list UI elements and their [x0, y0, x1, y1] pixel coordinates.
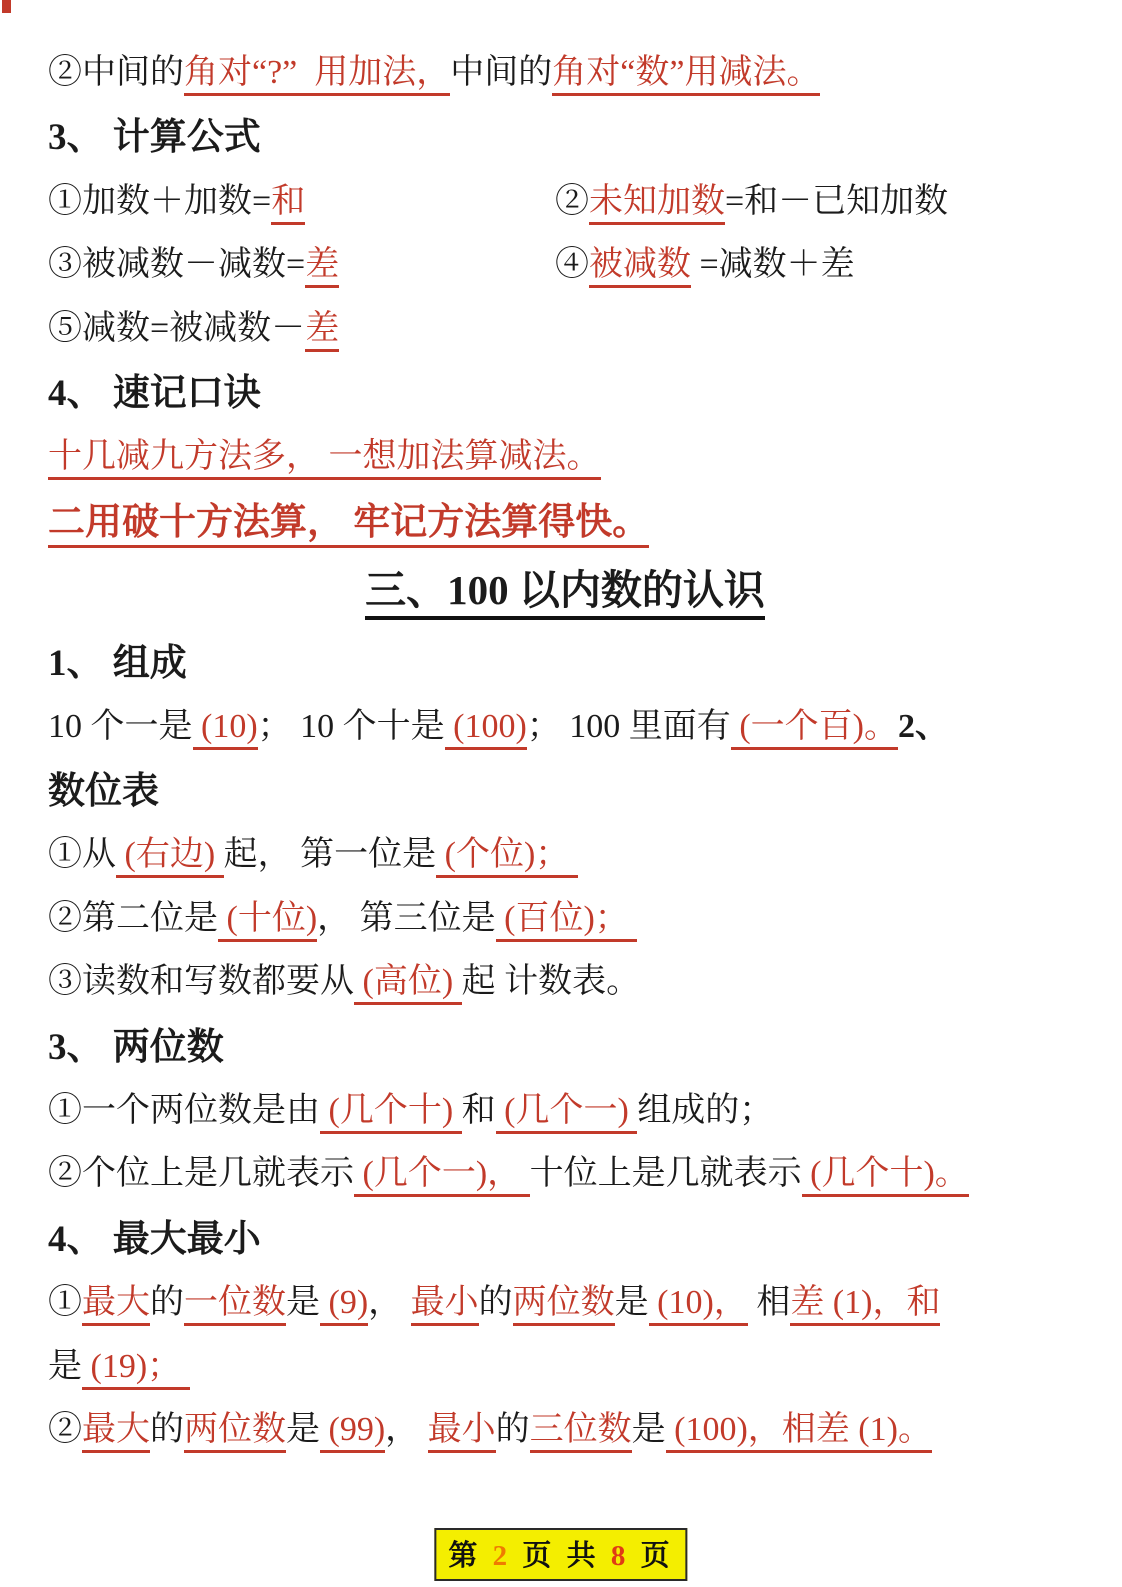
text-segment: (几个十)。: [802, 1155, 969, 1197]
text-segment: 十几减九方法多， 一想加法算减法。: [48, 438, 601, 480]
text-segment: 和: [271, 183, 305, 225]
text-segment: ②中间的: [48, 54, 184, 91]
text-segment: 相: [747, 1284, 791, 1322]
text-segment: 差: [305, 310, 339, 352]
text-segment: ①加数＋加数=: [48, 182, 272, 220]
text-segment: (10): [193, 708, 258, 750]
text-segment: 的: [495, 1410, 530, 1448]
text-segment: 4、 最大最小: [48, 1218, 261, 1260]
text-segment: (一个百)。: [731, 708, 898, 750]
text-segment: ④: [555, 246, 589, 284]
text-segment: 二用破十方法算， 牢记方法算得快。: [48, 502, 649, 548]
text-segment: 是: [48, 1347, 82, 1385]
text-segment: (个位)；: [436, 836, 578, 878]
line-max-min-2: [48, 1409, 1082, 1450]
heading-composition: [48, 641, 1082, 686]
text-segment: ； 10 个十是: [257, 707, 445, 745]
text-segment: 1、 组成: [48, 642, 187, 684]
text-segment: 差: [305, 246, 339, 288]
line-formula-5: [48, 308, 1082, 349]
text-segment: =减数＋差: [691, 246, 855, 284]
line-mnemonic-2: [48, 500, 1082, 545]
line-max-min-1: [48, 1282, 1082, 1323]
text-segment: 的: [478, 1284, 513, 1322]
line-digit-2: [48, 898, 1082, 939]
text-segment: ②: [555, 182, 589, 220]
total-page-number: 8: [610, 1540, 630, 1572]
line-digit-1: [48, 834, 1082, 875]
text-segment: 最小: [411, 1284, 479, 1326]
text-segment: 的: [150, 1284, 184, 1322]
text-segment: 最大: [82, 1411, 150, 1453]
text-segment: (百位)；: [496, 900, 638, 942]
line-max-min-1b: [48, 1346, 1082, 1387]
text-segment: (19)；: [82, 1348, 190, 1390]
text-segment: 数位表: [48, 771, 159, 813]
red-ink-artifact: [2, 0, 11, 13]
line-digit-3: [48, 961, 1082, 1002]
text-segment: 中间的: [450, 54, 553, 91]
page-footer: [434, 1528, 687, 1581]
heading-digit-table: [48, 769, 1082, 814]
text-segment: 角对“数”用减法。: [552, 54, 820, 96]
text-segment: ， 第三位是: [317, 899, 496, 937]
text-segment: (几个十): [320, 1092, 462, 1134]
line-two-digit-2: [48, 1153, 1082, 1194]
text-segment: 3、 两位数: [48, 1026, 224, 1068]
text-segment: (10)，: [649, 1284, 748, 1326]
text-segment: 最大: [82, 1284, 150, 1326]
formula-column: [555, 181, 1082, 222]
heading-mnemonic: [48, 371, 1082, 416]
text-segment: (几个一)，: [354, 1155, 530, 1197]
text-segment: 两位数: [513, 1284, 615, 1326]
text-segment: 2、: [897, 707, 949, 745]
text-segment: ③被减数－减数=: [48, 246, 306, 284]
text-segment: 4、 速记口诀: [48, 373, 261, 414]
text-segment: ③读数和写数都要从: [48, 963, 354, 1001]
current-page-number: 2: [492, 1540, 512, 1572]
text-segment: (十位): [218, 900, 317, 942]
line-middle-corner-rule: [48, 52, 1082, 93]
text-segment: (高位): [354, 963, 462, 1005]
text-segment: (几个一): [496, 1092, 638, 1134]
text-segment: ②个位上是几就表示: [48, 1155, 354, 1193]
text-segment: 是: [286, 1284, 320, 1322]
text-segment: 10 个一是: [48, 707, 193, 745]
formula-column: [48, 181, 555, 222]
text-segment: 三、100 以内数的认识: [365, 567, 765, 620]
heading-max-min: [48, 1217, 1082, 1262]
text-segment: 组成的；: [637, 1091, 774, 1129]
text-segment: 十位上是几就表示: [529, 1155, 802, 1193]
text-segment: ②第二位是: [48, 899, 218, 937]
text-segment: ⑤减数=被减数－: [48, 309, 306, 347]
text-segment: ①从: [48, 836, 116, 874]
text-segment: 角对“?” 用加法，: [184, 54, 450, 96]
footer-suffix: 页: [629, 1540, 674, 1572]
line-mnemonic-1: [48, 436, 1082, 477]
text-segment: 被减数: [589, 246, 691, 288]
text-segment: 是: [631, 1410, 666, 1448]
text-segment: 未知加数: [589, 183, 725, 225]
text-segment: ②: [48, 1410, 82, 1448]
text-segment: (9): [320, 1284, 368, 1326]
text-segment: (100)，相差 (1)。: [666, 1411, 932, 1453]
footer-mid: 页 共: [511, 1540, 611, 1572]
text-segment: =和－已知加数: [725, 182, 949, 220]
text-segment: 差 (1)，和: [790, 1284, 940, 1326]
text-segment: ①一个两位数是由: [48, 1091, 320, 1129]
text-segment: 的: [150, 1410, 184, 1448]
text-segment: (100): [445, 708, 527, 750]
heading-calculation-formulas: [48, 115, 1082, 160]
text-segment: 起， 第一位是: [223, 836, 437, 874]
text-segment: 最小: [428, 1411, 496, 1453]
text-segment: 是: [614, 1284, 649, 1322]
formula-column: [555, 244, 1082, 285]
text-segment: (99): [320, 1411, 385, 1453]
text-segment: ； 100 里面有: [526, 707, 731, 745]
text-segment: 两位数: [184, 1411, 286, 1453]
text-segment: ，: [385, 1410, 428, 1448]
text-segment: ①: [48, 1284, 82, 1322]
line-composition: [48, 706, 1082, 747]
text-segment: 一位数: [184, 1284, 286, 1326]
text-segment: 起 计数表。: [461, 963, 641, 1001]
document-content: [48, 52, 1082, 1472]
line-formula-3-4: [48, 244, 1082, 285]
heading-section-three: [48, 565, 1082, 615]
footer-prefix: 第: [448, 1540, 493, 1572]
line-two-digit-1: [48, 1090, 1082, 1131]
text-segment: 3、 计算公式: [48, 117, 261, 159]
text-segment: 和: [461, 1091, 496, 1129]
text-segment: ，: [368, 1284, 411, 1322]
heading-two-digit-numbers: [48, 1025, 1082, 1070]
text-segment: (右边): [116, 836, 224, 878]
text-segment: 三位数: [530, 1411, 632, 1453]
line-formula-1-2: [48, 181, 1082, 222]
text-segment: 是: [286, 1410, 320, 1448]
formula-column: [48, 244, 555, 285]
